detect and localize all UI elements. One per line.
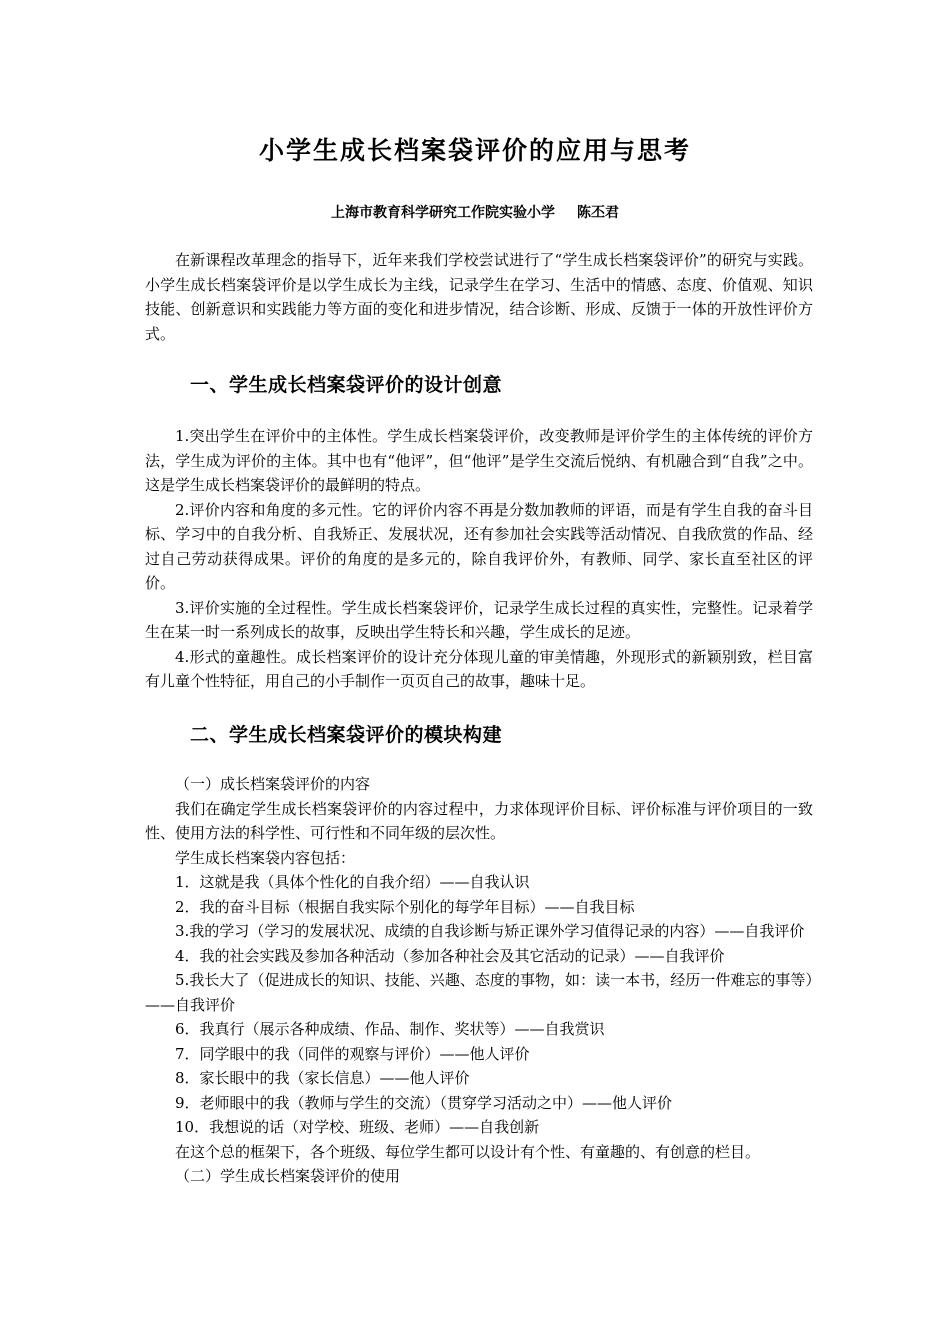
section-2-paragraph: 1．这就是我（具体个性化的自我介绍）——自我认识 — [175, 873, 530, 891]
section-2-paragraph: 3.我的学习（学习的发展状况、成绩的自我诊断与矫正课外学习值得记录的内容）——自我评价 — [175, 922, 805, 940]
author-affiliation: 上海市教育科学研究工作院实验小学 — [331, 205, 555, 221]
section-2-body — [145, 772, 813, 1189]
author-line — [0, 202, 950, 224]
section-1-paragraph: 3.评价实施的全过程性。学生成长档案袋评价，记录学生成长过程的真实性，完整性。记录着学生在某一时一系列成长的故事，反映出学生特长和兴趣，学生成长的足迹。 — [145, 598, 813, 641]
section-2-paragraph: 5.我长大了（促进成长的知识、技能、兴趣、态度的事物，如：读一本书，经历一件难忘的事等）——自我评价 — [145, 971, 813, 1014]
section-2-heading: 二、学生成长档案袋评价的模块构建 — [190, 724, 503, 746]
intro-paragraph: 在新课程改革理念的指导下，近年来我们学校尝试进行了“学生成长档案袋评价”的研究与实践。小学生成长档案袋评价是以学生成长为主线，记录学生在学习、生活中的情感、态度、价值观、知识技能、创新意识和实践能力等方面的变化和进步情况，结合诊断、形成、反馈于一体的开放性评价方式。 — [145, 251, 813, 343]
section-2-paragraph: 8．家长眼中的我（家长信息）——他人评价 — [175, 1069, 470, 1087]
section-2-paragraph: 在这个总的框架下，各个班级、每位学生都可以设计有个性、有童趣的、有创意的栏目。 — [175, 1142, 761, 1161]
section-1-body — [145, 424, 813, 694]
section-2-paragraph: （二）学生成长档案袋评价的使用 — [175, 1167, 401, 1185]
section-1-paragraph: 2.评价内容和角度的多元性。它的评价内容不再是分数加教师的评语，而是有学生自我的奋斗目标、学习中的自我分析、自我矫正、发展状况，还有参加社会实践等活动情况、自我欣赏的作品、经过自己劳动获得成果。评价的角度的是多元的，除自我评价外，有教师、同学、家长直至社区的评价。 — [145, 500, 813, 592]
section-2-paragraph: 6．我真行（展示各种成绩、作品、制作、奖状等）——自我赏识 — [175, 1020, 605, 1038]
section-2-paragraph: 4．我的社会实践及参加各种活动（参加各种社会及其它活动的记录）——自我评价 — [175, 946, 725, 965]
section-2-paragraph: （一）成长档案袋评价的内容 — [175, 775, 371, 793]
document-title: 小学生成长档案袋评价的应用与思考 — [258, 136, 691, 165]
section-2-paragraph: 2．我的奋斗目标（根据自我实际个别化的每学年目标）——自我目标 — [175, 897, 635, 916]
section-2-paragraph: 9．老师眼中的我（教师与学生的交流）（贯穿学习活动之中）——他人评价 — [175, 1093, 673, 1112]
section-2-paragraph: 10．我想说的话（对学校、班级、老师）——自我创新 — [175, 1118, 540, 1136]
section-2-paragraph: 我们在确定学生成长档案袋评价的内容过程中，力求体现评价目标、评价标准与评价项目的一致性、使用方法的科学性、可行性和不同年级的层次性。 — [145, 799, 813, 842]
intro-block — [145, 248, 813, 346]
section-1-paragraph: 1.突出学生在评价中的主体性。学生成长档案袋评价，改变教师是评价学生的主体传统的评价方法，学生成为评价的主体。其中也有“他评”，但“他评”是学生交流后悦纳、有机融合到“自我”之中。这是学生成长档案袋评价的最鲜明的特点。 — [145, 427, 813, 494]
section-2-paragraph: 学生成长档案袋内容包括： — [175, 848, 356, 867]
section-2-paragraph: 7．同学眼中的我（同伴的观察与评价）——他人评价 — [175, 1044, 530, 1063]
section-1-paragraph: 4.形式的童趣性。成长档案评价的设计充分体现儿童的审美情趣，外现形式的新颖别致，栏目富有儿童个性特征，用自己的小手制作一页页自己的故事，趣味十足。 — [145, 647, 813, 690]
section-1-heading: 一、学生成长档案袋评价的设计创意 — [190, 374, 503, 396]
author-name: 陈丕君 — [577, 205, 619, 221]
